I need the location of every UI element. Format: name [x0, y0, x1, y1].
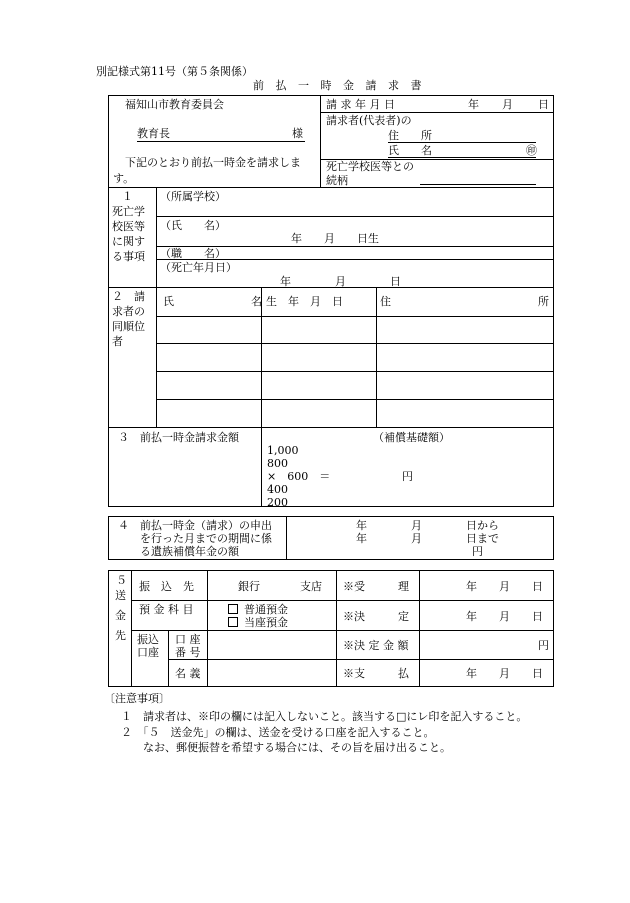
section1-label-line: 死亡学 — [112, 205, 145, 218]
addressee-org: 福知山市教育委員会 — [125, 98, 224, 111]
section1-name-label: （氏 名） — [160, 219, 226, 232]
section1-job-label: （職 名） — [160, 247, 226, 260]
account-no-label: 番 号 — [175, 646, 201, 659]
section1-label-line: る事項 — [112, 250, 145, 263]
branch-label: 支店 — [300, 580, 322, 593]
account-no-label: 口 座 — [175, 633, 201, 646]
section4-label-line: る遺族補償年金の額 — [118, 545, 239, 558]
note-item: ２ 「５ 送金先」の欄は、送金を受ける口座を記入すること。 — [121, 726, 435, 739]
form-label: 別記様式第11号（第５条関係） — [96, 65, 253, 78]
ordinary-label: 普通預金 — [244, 603, 288, 616]
furikomi-label: 振込 — [137, 633, 159, 646]
transfer-to-label: 振 込 先 — [139, 580, 194, 593]
note-item: なお、郵便振替を希望する場合には、その旨を届け出ること。 — [121, 741, 451, 754]
section4-label-line: ４ 前払一時金（請求）の申出 — [118, 519, 272, 532]
section3-label: ３ 前払一時金請求金額 — [118, 431, 239, 444]
section3-yen: 円 — [402, 470, 413, 483]
request-date-day: 日 — [538, 98, 549, 111]
notes-heading: 〔注意事項〕 — [104, 692, 170, 705]
section1-birth-date: 年 月 日生 — [291, 232, 379, 245]
office-value-received: 年 月 日 — [466, 580, 543, 593]
section2-header-address-left: 住 — [380, 295, 391, 308]
name-label: 氏 名 — [388, 144, 432, 157]
ordinary-checkbox[interactable] — [228, 604, 238, 614]
office-value-payment: 年 月 日 — [466, 667, 543, 680]
request-date-label: 請 求 年 月 日 — [326, 98, 395, 111]
office-value-amount: 円 — [538, 639, 549, 652]
current-checkbox[interactable] — [228, 617, 238, 627]
section3-option: 400 — [267, 483, 288, 496]
relation-label-2: 続柄 — [326, 174, 348, 187]
request-text-1: 下記のとおり前払一時金を請求しま — [125, 156, 301, 169]
section4-label-line: を行った月までの期間に係 — [118, 532, 272, 545]
section2-header-address-right: 所 — [538, 295, 549, 308]
request-text-2: す。 — [113, 172, 135, 185]
current-option — [228, 617, 288, 628]
holder-label: 名 義 — [175, 667, 201, 680]
section1-label-line: 校医等 — [112, 220, 145, 233]
section1-num: １ — [122, 190, 133, 203]
account-type-label: 預 金 科 目 — [139, 603, 194, 616]
request-date-month: 月 — [502, 98, 513, 111]
section1-school-label: （所属学校） — [160, 190, 226, 203]
address-label: 住 所 — [388, 129, 432, 142]
office-label-decided: ※決 定 — [343, 610, 409, 623]
section1-label-line: に関す — [112, 235, 145, 248]
office-value-decided: 年 月 日 — [466, 610, 543, 623]
claimant-label: 請求者(代表者)の — [326, 114, 412, 127]
section4-to: 年 月 日まで — [356, 532, 499, 545]
request-date-year: 年 — [468, 98, 479, 111]
section3-option: 200 — [267, 496, 288, 509]
current-label: 当座預金 — [244, 616, 288, 629]
section3-option: 1,000 — [267, 444, 299, 457]
form-title: 前 払 一 時 金 請 求 書 — [253, 79, 426, 92]
section2-label-line: 求者の — [112, 305, 145, 318]
office-label-payment: ※支 払 — [343, 667, 409, 680]
section1-death-label: （死亡年月日） — [160, 261, 237, 274]
addressee-title: 教育長 — [137, 127, 170, 140]
section2-label-line: 同順位 — [112, 320, 145, 333]
section2-header-name: 氏 名 — [163, 295, 262, 308]
section4-from: 年 月 日から — [356, 519, 499, 532]
section5-label: 先 — [115, 629, 126, 642]
section5-label: 送 — [115, 589, 126, 602]
relation-label-1: 死亡学校医等との — [326, 160, 414, 173]
section2-header-birth: 生 年 月 日 — [266, 295, 343, 308]
ordinary-option — [228, 604, 288, 615]
section1-death-date: 年 月 日 — [280, 275, 401, 288]
seal-mark: ㊞ — [526, 144, 537, 157]
section3-base-label: （補償基礎額） — [373, 431, 450, 444]
section4-yen: 円 — [472, 545, 483, 558]
furikomi-label: 口座 — [137, 646, 159, 659]
section2-label-line: ２ 請 — [112, 290, 145, 303]
section5-label: ５ — [116, 574, 127, 587]
office-label-amount: ※決 定 金 額 — [343, 639, 409, 652]
section5-label: 金 — [115, 609, 126, 622]
bank-label: 銀行 — [238, 580, 260, 593]
section2-label-line: 者 — [112, 335, 123, 348]
section3-formula: × 600 ＝ — [267, 470, 331, 483]
office-label-received: ※受 理 — [343, 580, 409, 593]
addressee-honorific: 様 — [292, 127, 303, 140]
section3-option: 800 — [267, 457, 288, 470]
note-item: １ 請求者は、※印の欄には記入しないこと。該当する□にレ印を記入すること。 — [121, 710, 528, 723]
